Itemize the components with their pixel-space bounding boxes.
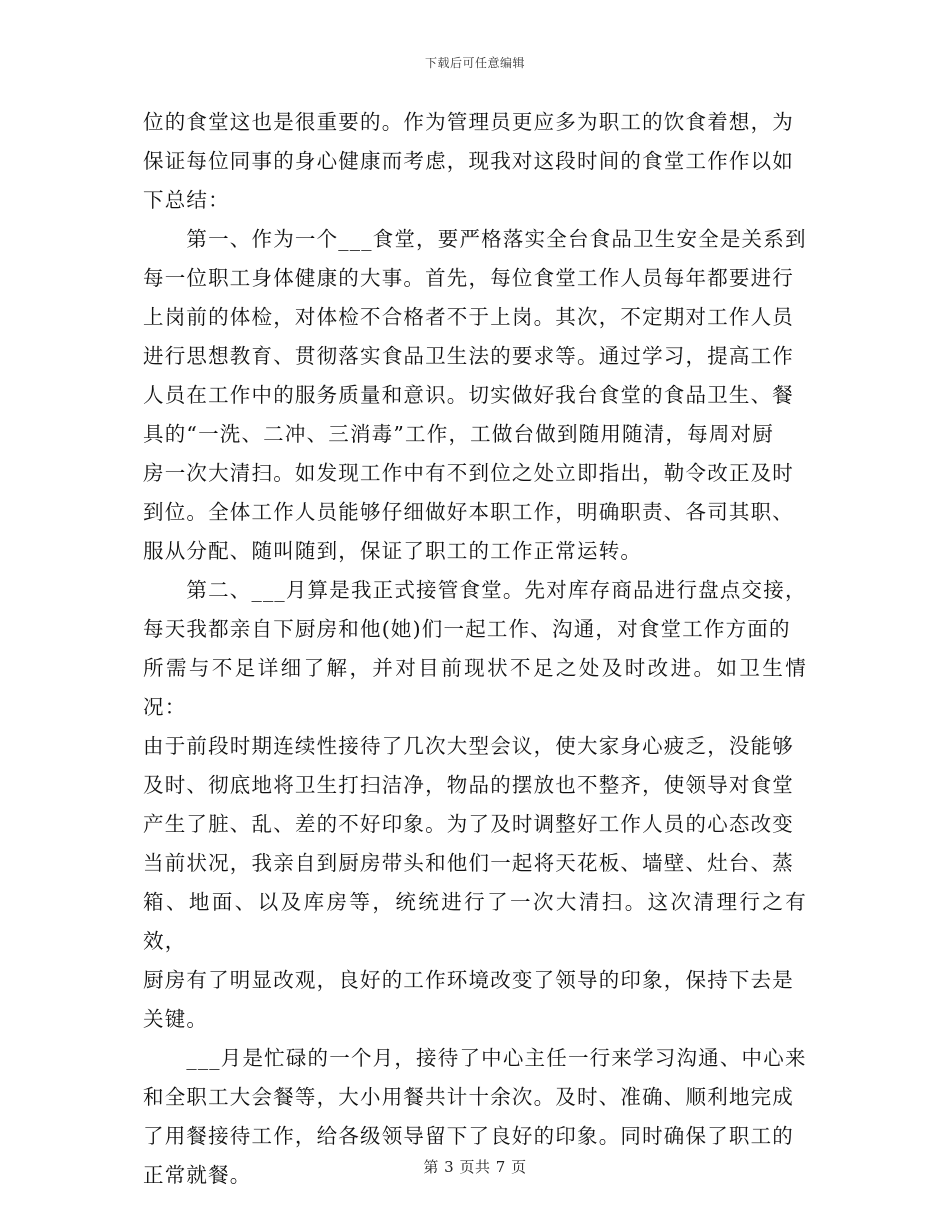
page-header: 下载后可任意编辑 (424, 56, 525, 70)
page-number: 第 3 页共 7 页 (423, 1158, 527, 1176)
paragraph-takeover: 第二、___月算是我正式接管食堂。先对库存商品进行盘点交接， 每天我都亲自下厨房和他(她)们一起工作、沟通，对食堂工作方面的 所需与不足详细了解，并对目前现状不足之处及时改进。如卫生情况： 由于前段时期连续性接待了几次大型会议，使大家身心疲乏，没能够 及时、彻底地将卫生打扫洁净，物品的摆放也不整齐，使领导对食堂 产生了脏、乱、差的不好印象。为了及时调整好工作人员的心态改变 当前状况，我亲自到厨房带头和他们一起将天花板、墙壁、灶台、蒸 箱、地面、以及库房等，统统进行了一次大清扫。这次清理行之有效， 厨房有了明显改观，良好的工作环境改变了领导的印象，保持下去是 关键。 (143, 578, 807, 1031)
paragraph-food-safety: 第一、作为一个___食堂，要严格落实全台食品卫生安全是关系到 每一位职工身体健康的大事。首先，每位食堂工作人员每年都要进行 上岗前的体检，对体检不合格者不于上岗。其次，不定期对工作人员 进行思想教育、贯彻落实食品卫生法的要求等。通过学习，提高工作 人员在工作中的服务质量和意识。切实做好我台食堂的食品卫生、餐 具的“一洗、二冲、三消毒”工作，工做台做到随用随清，每周对厨 房一次大清扫。如发现工作中有不到位之处立即指出，勒令改正及时 到位。全体工作人员能够仔细做好本职工作，明确职责、各司其职、 服从分配、随叫随到，保证了职工的工作正常运转。 (143, 227, 807, 563)
paragraph-busy-month: ___月是忙碌的一个月，接待了中心主任一行来学习沟通、中心来 和全职工大会餐等，大小用餐共计十余次。及时、准确、顺利地完成 了用餐接待工作，给各级领导留下了良好的印象。同时确保了职工的 正常就餐。 (143, 1046, 807, 1187)
document-body (143, 103, 807, 1195)
paragraph-intro: 位的食堂这也是很重要的。作为管理员更应多为职工的饮食着想，为 保证每位同事的身心健康而考虑，现我对这段时间的食堂工作作以如 下总结： (143, 110, 794, 212)
